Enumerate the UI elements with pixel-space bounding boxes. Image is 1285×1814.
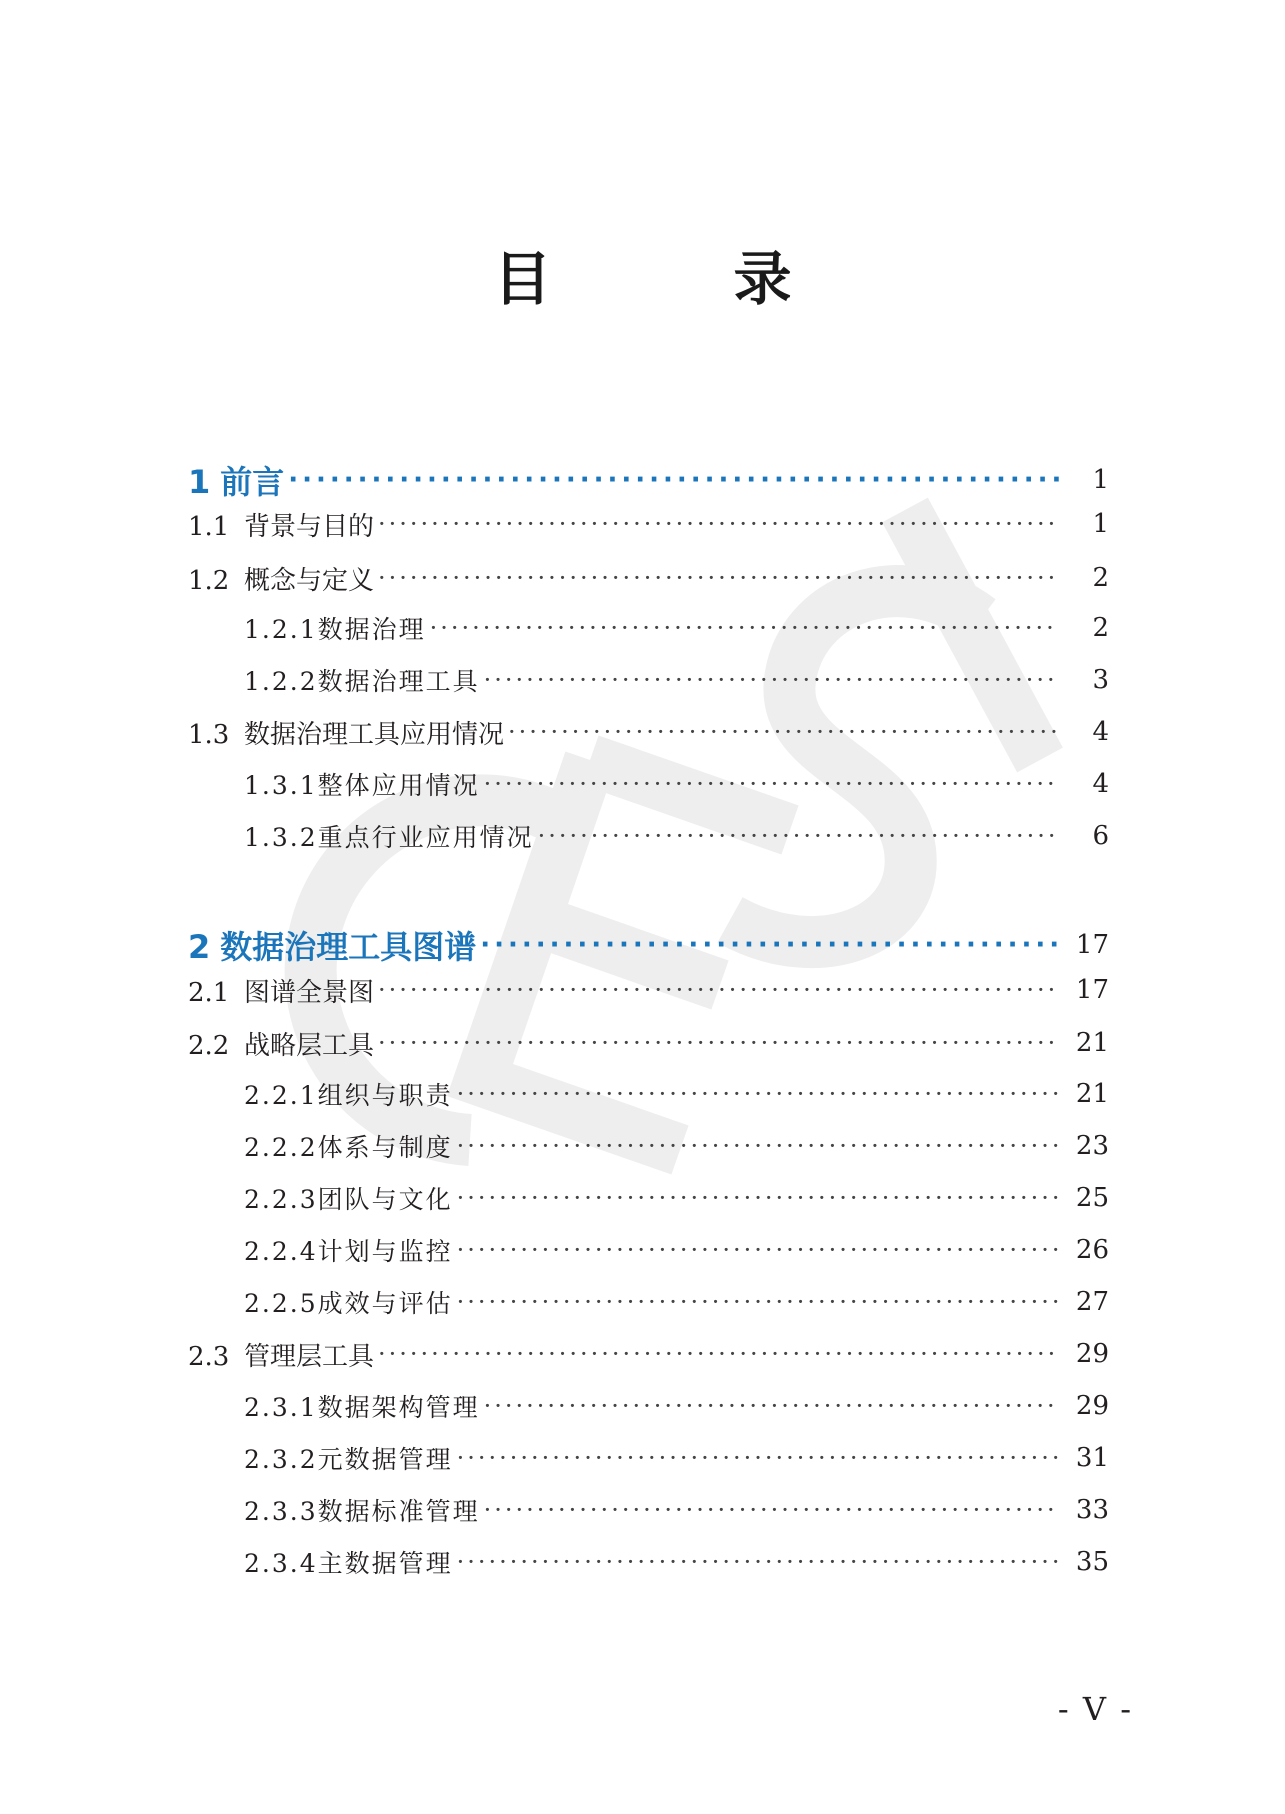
toc-entry[interactable] xyxy=(188,970,1109,1010)
toc-entry-title: 团队与文化 xyxy=(317,1185,453,1214)
toc-entry-number: 2.2.2 xyxy=(244,1133,318,1162)
toc-entry-page: 17 xyxy=(1075,930,1109,960)
toc-entry-number: 2 xyxy=(188,928,211,966)
toc-entry-title: 图谱全景图 xyxy=(244,977,375,1008)
toc-entry-number: 2.2 xyxy=(188,1030,230,1061)
toc-leader-dots xyxy=(457,1080,1059,1108)
toc-entry[interactable] xyxy=(244,1438,1109,1478)
toc-entry-title: 前言 xyxy=(220,463,285,501)
toc-entry-label xyxy=(188,1025,374,1062)
toc-entry-number: 2.2.4 xyxy=(244,1237,318,1266)
toc-entry-label xyxy=(244,1544,453,1580)
toc-entry-title: 元数据管理 xyxy=(317,1445,453,1474)
toc-entry-page: 29 xyxy=(1075,1339,1109,1369)
toc-entry-title: 组织与职责 xyxy=(317,1081,453,1110)
toc-entry[interactable] xyxy=(188,1023,1109,1063)
toc-entry[interactable] xyxy=(244,1542,1109,1582)
page-number: - V - xyxy=(1057,1690,1133,1728)
toc-entry-page: 26 xyxy=(1075,1235,1109,1265)
toc-entry-page: 17 xyxy=(1075,975,1109,1005)
toc-entry-label xyxy=(244,1388,480,1424)
toc-entry-page: 3 xyxy=(1092,665,1109,695)
toc-entry-number: 1.3.1 xyxy=(244,771,318,800)
toc-entry-number: 1.2 xyxy=(188,565,230,596)
toc-leader-dots xyxy=(378,564,1059,592)
toc-entry-number: 2.3.4 xyxy=(244,1549,318,1578)
toc-entry-title: 体系与制度 xyxy=(317,1133,453,1162)
toc-entry[interactable] xyxy=(188,925,1109,965)
toc-entry-page: 29 xyxy=(1075,1391,1109,1421)
toc-entry-number: 2.3 xyxy=(188,1341,230,1372)
toc-entry-title: 战略层工具 xyxy=(244,1030,375,1061)
toc-entry[interactable] xyxy=(244,1126,1109,1166)
toc-entry-page: 21 xyxy=(1075,1028,1109,1058)
toc-entry[interactable] xyxy=(244,1490,1109,1530)
toc-leader-dots xyxy=(484,1496,1059,1524)
toc-leader-dots xyxy=(484,666,1059,694)
toc-entry-label xyxy=(244,610,426,646)
toc-entry-number: 1.1 xyxy=(188,511,230,542)
toc-leader-dots xyxy=(378,1340,1059,1368)
toc-entry-label xyxy=(244,1492,480,1528)
toc-leader-dots xyxy=(508,718,1059,746)
toc-entry-title: 主数据管理 xyxy=(317,1549,453,1578)
toc-entry-number: 2.1 xyxy=(188,977,230,1008)
toc-entry-page: 4 xyxy=(1092,717,1109,747)
toc-entry[interactable] xyxy=(244,764,1109,804)
toc-entry-label xyxy=(244,1232,453,1268)
toc-entry-number: 1.3.2 xyxy=(244,823,318,852)
toc-entry-label xyxy=(188,1336,374,1373)
toc-entry-label xyxy=(244,1284,453,1320)
toc-entry-page: 21 xyxy=(1075,1079,1109,1109)
toc-entry-title: 数据治理工具应用情况 xyxy=(244,719,505,750)
toc-entry-label xyxy=(188,506,374,543)
toc-entry-label xyxy=(244,1128,453,1164)
toc-leader-dots xyxy=(378,510,1059,538)
toc-entry-title: 数据架构管理 xyxy=(317,1393,480,1422)
toc-entry-title: 管理层工具 xyxy=(244,1341,375,1372)
toc-entry[interactable] xyxy=(244,1178,1109,1218)
page-title: 目 录 xyxy=(493,245,854,313)
toc-entry[interactable] xyxy=(244,660,1109,700)
toc-entry-title: 数据治理工具图谱 xyxy=(220,928,477,966)
toc-entry-label xyxy=(188,457,284,503)
toc-entry[interactable] xyxy=(188,460,1109,500)
toc-entry-number: 2.2.5 xyxy=(244,1289,318,1318)
toc-leader-dots xyxy=(538,822,1059,850)
toc-entry[interactable] xyxy=(188,712,1109,752)
toc-entry-label xyxy=(244,766,480,802)
toc-entry-number: 2.2.3 xyxy=(244,1185,318,1214)
toc-entry-number: 2.3.1 xyxy=(244,1393,318,1422)
toc-leader-dots xyxy=(430,614,1059,642)
toc-entry-number: 1.3 xyxy=(188,719,230,750)
toc-entry-title: 成效与评估 xyxy=(317,1289,453,1318)
toc-entry-page: 33 xyxy=(1075,1495,1109,1525)
toc-entry-number: 1.2.2 xyxy=(244,667,318,696)
toc-leader-dots xyxy=(457,1236,1059,1264)
toc-entry[interactable] xyxy=(188,558,1109,598)
toc-entry-page: 6 xyxy=(1092,821,1109,851)
toc-entry-number: 1 xyxy=(188,463,211,501)
toc-entry[interactable] xyxy=(188,504,1109,544)
toc-entry-page: 27 xyxy=(1075,1287,1109,1317)
toc-entry-label xyxy=(188,972,374,1009)
toc-entry-label xyxy=(244,1076,453,1112)
toc-entry[interactable] xyxy=(244,608,1109,648)
toc-leader-dots xyxy=(484,770,1059,798)
toc-entry-label xyxy=(244,1180,453,1216)
toc-entry-label xyxy=(188,560,374,597)
toc-leader-dots xyxy=(484,1392,1059,1420)
toc-entry-page: 2 xyxy=(1092,563,1109,593)
toc-leader-dots xyxy=(457,1184,1059,1212)
toc-entry-number: 2.3.2 xyxy=(244,1445,318,1474)
toc-leader-dots xyxy=(378,976,1059,1004)
toc-leader-dots xyxy=(457,1548,1059,1576)
toc-leader-dots xyxy=(457,1132,1059,1160)
toc-entry[interactable] xyxy=(244,816,1109,856)
toc-entry-page: 35 xyxy=(1075,1547,1109,1577)
toc-entry[interactable] xyxy=(244,1074,1109,1114)
toc-entry-title: 数据标准管理 xyxy=(317,1497,480,1526)
toc-entry-label xyxy=(188,922,476,968)
toc-entry-title: 数据治理工具 xyxy=(317,667,480,696)
toc-leader-dots xyxy=(378,1029,1059,1057)
toc-leader-dots xyxy=(288,465,1059,495)
toc-entry[interactable] xyxy=(244,1386,1109,1426)
toc-entry[interactable] xyxy=(244,1230,1109,1270)
toc-entry-label xyxy=(244,662,480,698)
toc-entry-title: 背景与目的 xyxy=(244,511,375,542)
toc-entry-page: 25 xyxy=(1075,1183,1109,1213)
toc-entry-page: 23 xyxy=(1075,1131,1109,1161)
toc-entry[interactable] xyxy=(244,1282,1109,1322)
toc-entry-page: 4 xyxy=(1092,769,1109,799)
toc-leader-dots xyxy=(457,1288,1059,1316)
toc-entry-page: 31 xyxy=(1075,1443,1109,1473)
toc-entry-label xyxy=(244,1440,453,1476)
toc-entry-page: 1 xyxy=(1092,509,1109,539)
toc-leader-dots xyxy=(457,1444,1059,1472)
toc-entry-number: 2.3.3 xyxy=(244,1497,318,1526)
toc-leader-dots xyxy=(480,930,1059,960)
toc-entry-label xyxy=(244,818,534,854)
toc-entry-title: 计划与监控 xyxy=(317,1237,453,1266)
toc-entry-page: 2 xyxy=(1092,613,1109,643)
toc-entry-number: 2.2.1 xyxy=(244,1081,318,1110)
toc-entry[interactable] xyxy=(188,1334,1109,1374)
toc-entry-title: 概念与定义 xyxy=(244,565,375,596)
toc-entry-title: 数据治理 xyxy=(317,615,426,644)
toc-entry-title: 整体应用情况 xyxy=(317,771,480,800)
toc-entry-label xyxy=(188,714,504,751)
toc-entry-number: 1.2.1 xyxy=(244,615,318,644)
toc-entry-title: 重点行业应用情况 xyxy=(317,823,534,852)
toc-entry-page: 1 xyxy=(1092,465,1109,495)
